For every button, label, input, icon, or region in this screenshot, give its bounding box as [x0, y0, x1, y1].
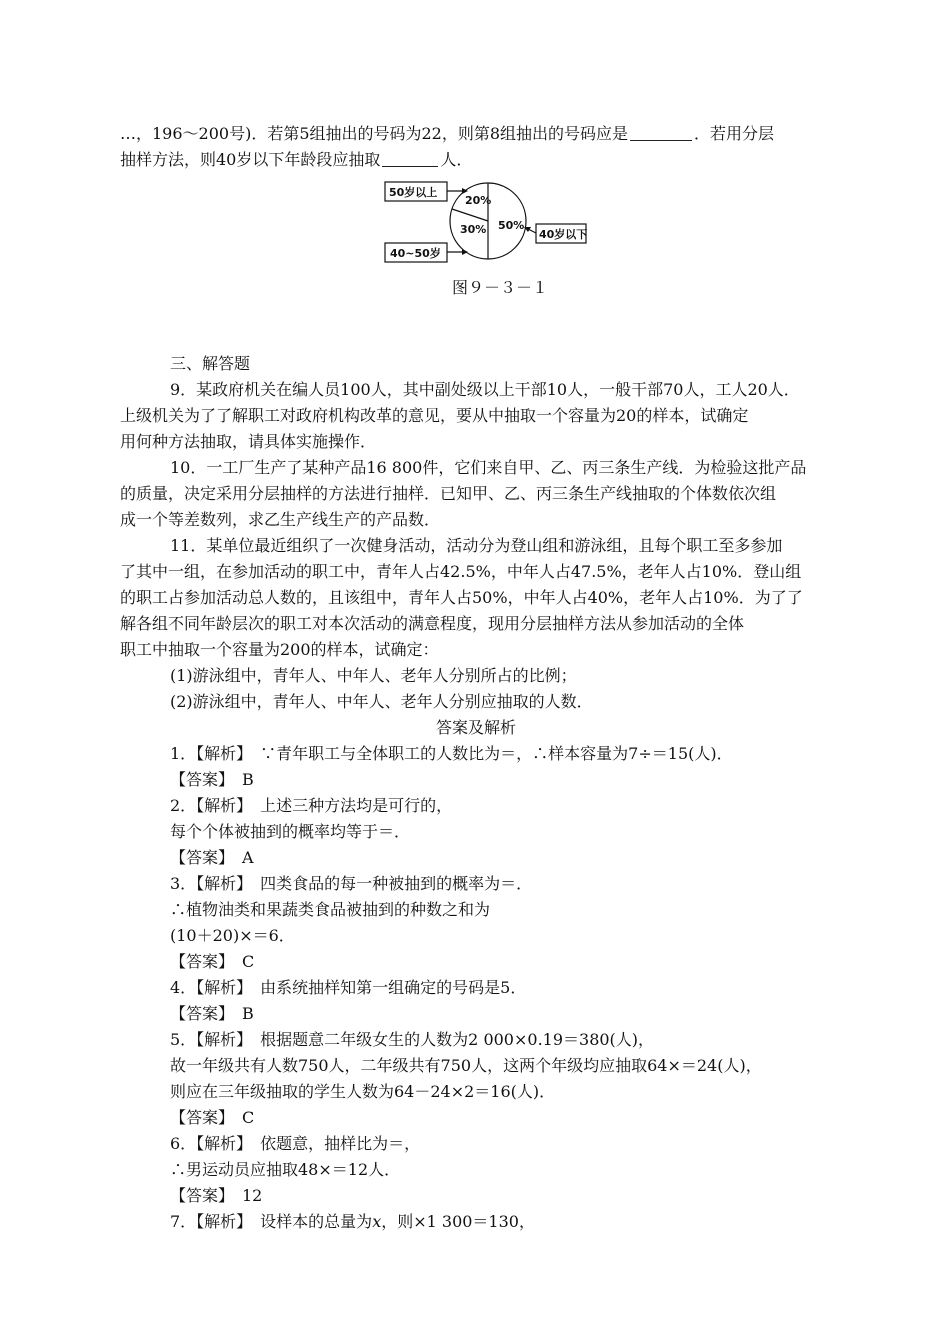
- text: ．若用分层: [694, 124, 775, 143]
- question-11-part-1: (1)游泳组中，青年人、中年人、老年人分别所占的比例；: [170, 666, 577, 685]
- answer-6-analysis-cont: ∴男运动员应抽取48×＝12人．: [170, 1160, 401, 1179]
- question-11-part-2: (2)游泳组中，青年人、中年人、老年人分别应抽取的人数．: [170, 692, 593, 711]
- answer-5-analysis-cont: 故一年级共有人数750人，二年级共有750人，这两个年级均应抽取64×＝24(人)，: [170, 1056, 762, 1075]
- answer-7-analysis: [170, 1210, 535, 1234]
- question-9-line-1: 9．某政府机关在编人员100人，其中副处级以上干部10人，一般干部70人，工人20人．: [170, 380, 800, 399]
- answer-2-analysis: 2．【解析】 上述三种方法均是可行的，: [170, 796, 453, 815]
- variable-x: x: [372, 1212, 382, 1231]
- pie-chart-figure: [380, 178, 590, 264]
- question-11-line-1: 11．某单位最近组织了一次健身活动，活动分为登山组和游泳组，且每个职工至多参加: [170, 536, 783, 555]
- text: 7．【解析】 设样本的总量为: [170, 1212, 373, 1231]
- question-11-line-2: 了其中一组，在参加活动的职工中，青年人占42.5%，中年人占47.5%，老年人占10%．登山组: [120, 562, 802, 581]
- section-heading: 三、解答题: [170, 354, 251, 373]
- label-under40: 40岁以下: [539, 228, 588, 241]
- text: …，196～200号)．若第5组抽出的号码为22，则第8组抽出的号码应是: [120, 124, 629, 143]
- answer-blank: [382, 150, 438, 167]
- answer-3-analysis: 3．【解析】 四类食品的每一种被抽到的概率为＝．: [170, 874, 533, 893]
- text: 抽样方法，则40岁以下年龄段应抽取: [120, 150, 381, 169]
- answer-3-result: 【答案】 C: [170, 952, 255, 971]
- answer-5-analysis: 5．【解析】 根据题意二年级女生的人数为2 000×0.19＝380(人)，: [170, 1030, 655, 1049]
- answer-2-result: 【答案】 A: [170, 848, 254, 867]
- question-10-line-3: 成一个等差数列，求乙生产线生产的产品数．: [120, 510, 441, 529]
- answer-4-analysis: 4．【解析】 由系统抽样知第一组确定的号码是5．: [170, 978, 527, 997]
- answer-5-analysis-calc: 则应在三年级抽取的学生人数为64－24×2＝16(人)．: [170, 1082, 556, 1101]
- pie-chart: [380, 178, 590, 264]
- label-40-50: 40~50岁: [390, 247, 441, 260]
- answer-5-result: 【答案】 C: [170, 1108, 255, 1127]
- answer-6-analysis: 6．【解析】 依题意，抽样比为＝，: [170, 1134, 421, 1153]
- question-11-line-5: 职工中抽取一个容量为200的样本，试确定：: [120, 640, 439, 659]
- question-10-line-1: 10．一工厂生产了某种产品16 800件，它们来自甲、乙、丙三条生产线．为检验这批产品: [170, 458, 807, 477]
- question-9-line-3: 用何种方法抽取，请具体实施操作．: [120, 432, 377, 451]
- label-over50: 50岁以上: [389, 186, 438, 199]
- question-8-line-2: [120, 148, 472, 172]
- answer-4-result: 【答案】 B: [170, 1004, 254, 1023]
- question-9-line-2: 上级机关为了了解职工对政府机构改革的意见，要从中抽取一个容量为20的样本，试确定: [120, 406, 749, 425]
- answer-3-analysis-calc: (10＋20)×＝6．: [170, 926, 295, 945]
- slice-label-over50: 20%: [465, 194, 492, 207]
- question-8-line-1: [120, 122, 774, 146]
- slice-divider-left: [452, 209, 488, 221]
- answer-3-analysis-cont: ∴植物油类和果蔬类食品被抽到的种数之和为: [170, 900, 491, 919]
- answer-1-result: 【答案】 B: [170, 770, 254, 789]
- question-11-line-4: 解各组不同年龄层次的职工对本次活动的满意程度，现用分层抽样方法从参加活动的全体: [120, 614, 745, 633]
- arrow-head-40-50: [462, 249, 468, 255]
- slice-label-40-50: 30%: [460, 223, 487, 236]
- answer-6-result: 【答案】 12: [170, 1186, 263, 1205]
- answers-heading: 答案及解析: [436, 718, 517, 737]
- slice-label-under40: 50%: [498, 219, 525, 232]
- text: ，则×1 300＝130，: [381, 1212, 535, 1231]
- question-11-line-3: 的职工占参加活动总人数的，且该组中，青年人占50%，中年人占40%，老年人占10%．为了了: [120, 588, 803, 607]
- answer-blank: [630, 124, 692, 141]
- figure-caption: 图９－３－１: [452, 278, 549, 297]
- answer-1-analysis: 1．【解析】 ∵青年职工与全体职工的人数比为＝，∴样本容量为7÷＝15(人)．: [170, 744, 733, 763]
- text: 人．: [440, 150, 473, 169]
- question-10-line-2: 的质量，决定采用分层抽样的方法进行抽样．已知甲、乙、丙三条生产线抽取的个体数依次组: [120, 484, 777, 503]
- answer-2-analysis-cont: 每个个体被抽到的概率均等于＝．: [170, 822, 411, 841]
